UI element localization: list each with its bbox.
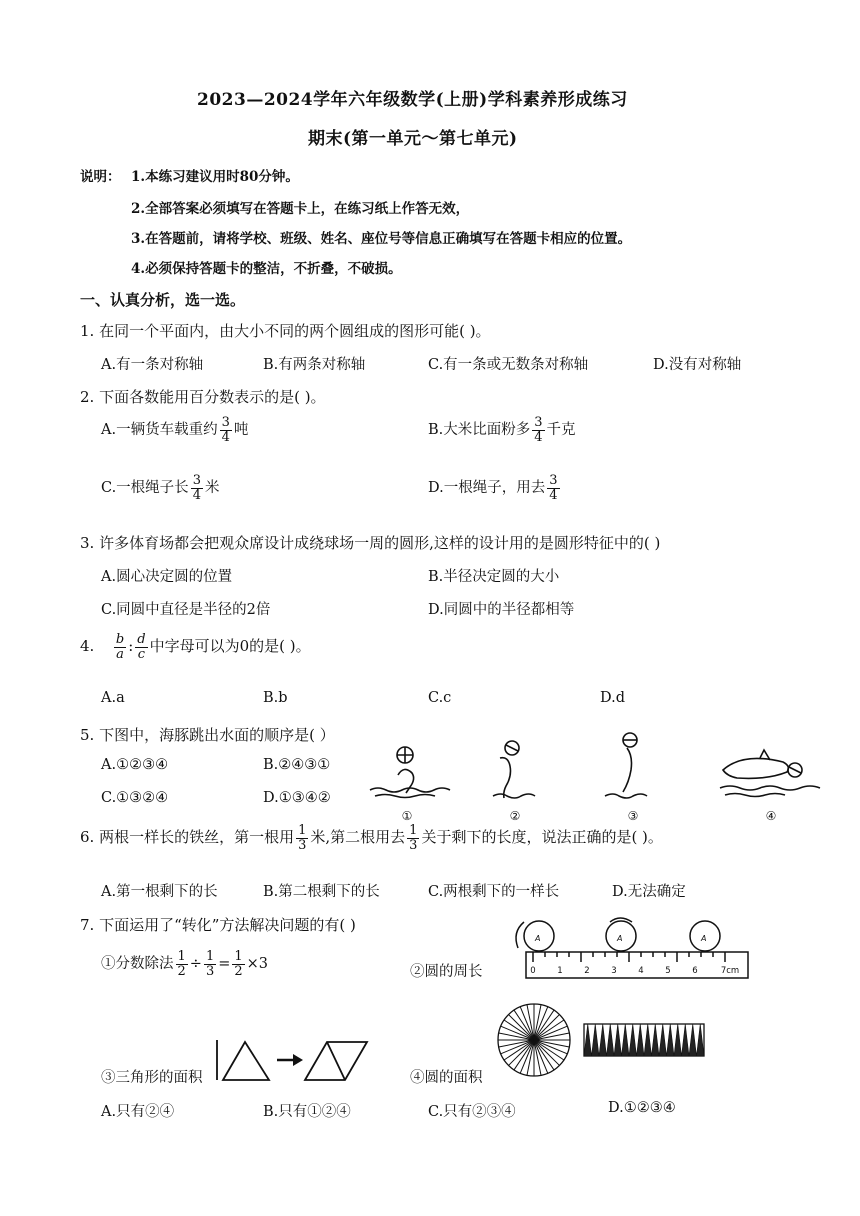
figure-label: ② bbox=[509, 809, 521, 823]
frac-num: 1 bbox=[234, 949, 243, 964]
instruction-3: 3.在答题前，请将学校、班级、姓名、座位号等信息正确填写在答题卡相应的位置。 bbox=[131, 231, 632, 247]
ruler-tick-label: 5 bbox=[665, 966, 671, 976]
sector-tooth bbox=[637, 1024, 645, 1056]
frac-den: 3 bbox=[409, 837, 418, 853]
fraction bbox=[204, 950, 216, 978]
dolphin-icon bbox=[500, 758, 511, 798]
q4-option-b[interactable]: B.b bbox=[263, 690, 288, 706]
ruler-tick-label: 6 bbox=[692, 966, 698, 976]
q4-option-a[interactable]: A.a bbox=[101, 690, 125, 706]
q2-c-text: C.一根绳子长 bbox=[101, 480, 189, 497]
ruler-tick-label: 4 bbox=[638, 966, 644, 976]
q6-text-2: 米,第二根用去 bbox=[310, 828, 406, 847]
q1-option-c[interactable]: C.有一条或无数条对称轴 bbox=[428, 357, 589, 373]
q2-b-text: B.大米比面粉多 bbox=[428, 422, 531, 439]
frac-num: 1 bbox=[409, 823, 418, 838]
q6-text-1: 6. 两根一样长的铁丝，第一根用 bbox=[80, 828, 295, 847]
frac-den: 2 bbox=[234, 963, 243, 979]
frac-num: 3 bbox=[549, 473, 558, 488]
page-title: 2023—2024学年六年级数学(上册)学科素养形成练习 bbox=[197, 90, 628, 110]
q5-option-b[interactable]: B.②④③① bbox=[263, 757, 331, 773]
fraction-d-over-c bbox=[135, 633, 147, 661]
sector-tooth bbox=[644, 1024, 652, 1056]
figure-label: ③ bbox=[627, 809, 639, 823]
fraction bbox=[296, 824, 308, 852]
sector-tooth bbox=[592, 1024, 600, 1056]
frac-den: c bbox=[137, 646, 146, 662]
instruction-1: 1.本练习建议用时80分钟。 bbox=[131, 169, 299, 185]
q7-option-b[interactable]: B.只有①②④ bbox=[263, 1104, 351, 1120]
wheel-letter: A bbox=[535, 934, 541, 943]
q2-a-unit: 吨 bbox=[233, 422, 249, 439]
sector-tooth bbox=[652, 1024, 660, 1056]
sector-tooth bbox=[674, 1024, 682, 1056]
q7-option-a[interactable]: A.只有②④ bbox=[101, 1104, 175, 1120]
q2-b-unit: 千克 bbox=[546, 422, 576, 439]
equals-sign: = bbox=[218, 956, 231, 973]
q2-option-b[interactable] bbox=[428, 416, 576, 444]
sector-tooth bbox=[607, 1024, 615, 1056]
q2-option-d[interactable] bbox=[428, 474, 562, 502]
sector-tooth bbox=[622, 1024, 630, 1056]
q4-stem-text: 中字母可以为0的是( )。 bbox=[149, 637, 311, 656]
q1-option-d[interactable]: D.没有对称轴 bbox=[653, 357, 742, 373]
sector-tooth bbox=[629, 1024, 637, 1056]
fraction bbox=[220, 416, 232, 444]
dolphin-icon bbox=[723, 758, 788, 778]
ruler-tick-label: 0 bbox=[530, 966, 536, 976]
q6-option-c[interactable]: C.两根剩下的一样长 bbox=[428, 884, 560, 900]
frac-num: 1 bbox=[205, 949, 215, 964]
frac-den: 3 bbox=[298, 837, 307, 853]
q6-option-b[interactable]: B.第二根剩下的长 bbox=[263, 884, 380, 900]
q7-item-1 bbox=[101, 950, 268, 978]
frac-den: 2 bbox=[177, 963, 186, 979]
figure-label: ④ bbox=[765, 809, 777, 823]
frac-den: 4 bbox=[549, 487, 558, 503]
instruction-2: 2.全部答案必须填写在答题卡上，在练习纸上作答无效， bbox=[131, 201, 470, 217]
q7-option-c[interactable]: C.只有②③④ bbox=[428, 1104, 516, 1120]
q2-d-text: D.一根绳子，用去 bbox=[428, 480, 546, 497]
q3-option-b[interactable]: B.半径决定圆的大小 bbox=[428, 569, 560, 585]
wheel-ruler-figure bbox=[510, 918, 755, 988]
q6-stem bbox=[80, 824, 663, 852]
frac-num: 3 bbox=[534, 415, 543, 430]
triangle-transform-figure bbox=[215, 1030, 375, 1085]
rearranged-sectors bbox=[584, 1024, 704, 1056]
times-three: ×3 bbox=[246, 956, 269, 973]
fraction-b-over-a bbox=[114, 633, 126, 661]
ruler-tick-label: 7cm bbox=[720, 966, 740, 976]
q4-option-d[interactable]: D.d bbox=[600, 690, 625, 706]
q1-stem: 1. 在同一个平面内，由大小不同的两个圆组成的图形可能( )。 bbox=[80, 322, 491, 340]
frac-den: 4 bbox=[534, 429, 543, 445]
sector-tooth bbox=[599, 1024, 607, 1056]
q1-option-a[interactable]: A.有一条对称轴 bbox=[101, 357, 204, 373]
parallelogram-icon bbox=[305, 1042, 367, 1080]
instructions-label: 说明： bbox=[80, 169, 121, 185]
frac-num: 3 bbox=[221, 415, 230, 430]
triangle-icon bbox=[223, 1042, 269, 1080]
fraction bbox=[232, 950, 244, 978]
div-sign: ÷ bbox=[189, 956, 202, 973]
frac-num: 1 bbox=[298, 823, 307, 838]
q6-text-3: 关于剩下的长度，说法正确的是( )。 bbox=[421, 828, 663, 847]
q5-option-d[interactable]: D.①③④② bbox=[263, 790, 331, 806]
wheel-letter: A bbox=[617, 934, 623, 943]
q2-a-text: A.一辆货车载重约 bbox=[101, 422, 218, 439]
q4-stem bbox=[80, 633, 311, 661]
page-subtitle: 期末(第一单元～第七单元) bbox=[308, 129, 518, 149]
frac-num: 1 bbox=[177, 949, 186, 964]
q6-option-d[interactable]: D.无法确定 bbox=[612, 884, 686, 900]
fraction bbox=[547, 474, 559, 502]
dolphin-icon bbox=[398, 769, 414, 793]
q2-stem: 2. 下面各数能用百分数表示的是( )。 bbox=[80, 388, 326, 406]
fraction bbox=[532, 416, 544, 444]
q7-stem: 7. 下面运用了“转化”方法解决问题的有( ) bbox=[80, 916, 356, 934]
frac-den: a bbox=[116, 646, 124, 662]
frac-den: 4 bbox=[192, 487, 201, 503]
ruler-tick-label: 3 bbox=[611, 966, 617, 976]
q3-option-d[interactable]: D.同圆中的半径都相等 bbox=[428, 602, 575, 618]
fraction bbox=[176, 950, 188, 978]
frac-num: 3 bbox=[192, 473, 201, 488]
q3-option-a[interactable]: A.圆心决定圆的位置 bbox=[101, 569, 233, 585]
circle-area-figure bbox=[496, 1000, 711, 1080]
wheel-letter: A bbox=[701, 934, 707, 943]
figure-label: ① bbox=[401, 809, 413, 823]
q7-option-d[interactable]: D.①②③④ bbox=[608, 1100, 676, 1116]
dolphin-figure bbox=[365, 730, 835, 825]
ratio-colon: : bbox=[128, 637, 134, 656]
ruler-tick-label: 1 bbox=[557, 966, 563, 976]
q5-stem: 5. 下图中，海豚跳出水面的顺序是( ） bbox=[80, 726, 335, 744]
section-heading: 一、认真分析，选一选。 bbox=[80, 291, 246, 309]
sector-tooth bbox=[667, 1024, 675, 1056]
q2-option-a[interactable] bbox=[101, 416, 248, 444]
q4-number: 4. bbox=[80, 637, 95, 656]
sector-tooth bbox=[697, 1024, 705, 1056]
sector-tooth bbox=[659, 1024, 667, 1056]
frac-num: d bbox=[137, 632, 146, 647]
fraction bbox=[191, 474, 203, 502]
frac-den: 3 bbox=[205, 963, 215, 979]
instruction-4: 4.必须保持答题卡的整洁，不折叠，不破损。 bbox=[131, 261, 402, 277]
q6-option-a[interactable]: A.第一根剩下的长 bbox=[101, 884, 218, 900]
dolphin-icon bbox=[623, 748, 632, 792]
q7-item-4-label: ④圆的面积 bbox=[410, 1070, 483, 1086]
q3-stem: 3. 许多体育场都会把观众席设计成绕球场一周的圆形,这样的设计用的是圆形特征中的( ) bbox=[80, 534, 661, 552]
sector-tooth bbox=[689, 1024, 697, 1056]
sector-tooth bbox=[614, 1024, 622, 1056]
q7-item-2-label: ②圆的周长 bbox=[410, 964, 483, 980]
q2-c-unit: 米 bbox=[204, 480, 220, 497]
q5-option-c[interactable]: C.①③②④ bbox=[101, 790, 169, 806]
sector-circle bbox=[498, 1004, 570, 1076]
q3-option-c[interactable]: C.同圆中直径是半径的2倍 bbox=[101, 602, 271, 618]
q2-option-c[interactable] bbox=[101, 474, 219, 502]
frac-den: 4 bbox=[221, 429, 230, 445]
sector-tooth bbox=[682, 1024, 690, 1056]
q4-option-c[interactable]: C.c bbox=[428, 690, 452, 706]
frac-num: b bbox=[115, 632, 125, 647]
q7-item-1-label: ①分数除法 bbox=[101, 956, 174, 973]
q7-item-3-label: ③三角形的面积 bbox=[101, 1070, 203, 1086]
q5-option-a[interactable]: A.①②③④ bbox=[101, 757, 169, 773]
fraction bbox=[407, 824, 419, 852]
sector-tooth bbox=[584, 1024, 592, 1056]
q1-option-b[interactable]: B.有两条对称轴 bbox=[263, 357, 366, 373]
ruler-tick-label: 2 bbox=[584, 966, 590, 976]
